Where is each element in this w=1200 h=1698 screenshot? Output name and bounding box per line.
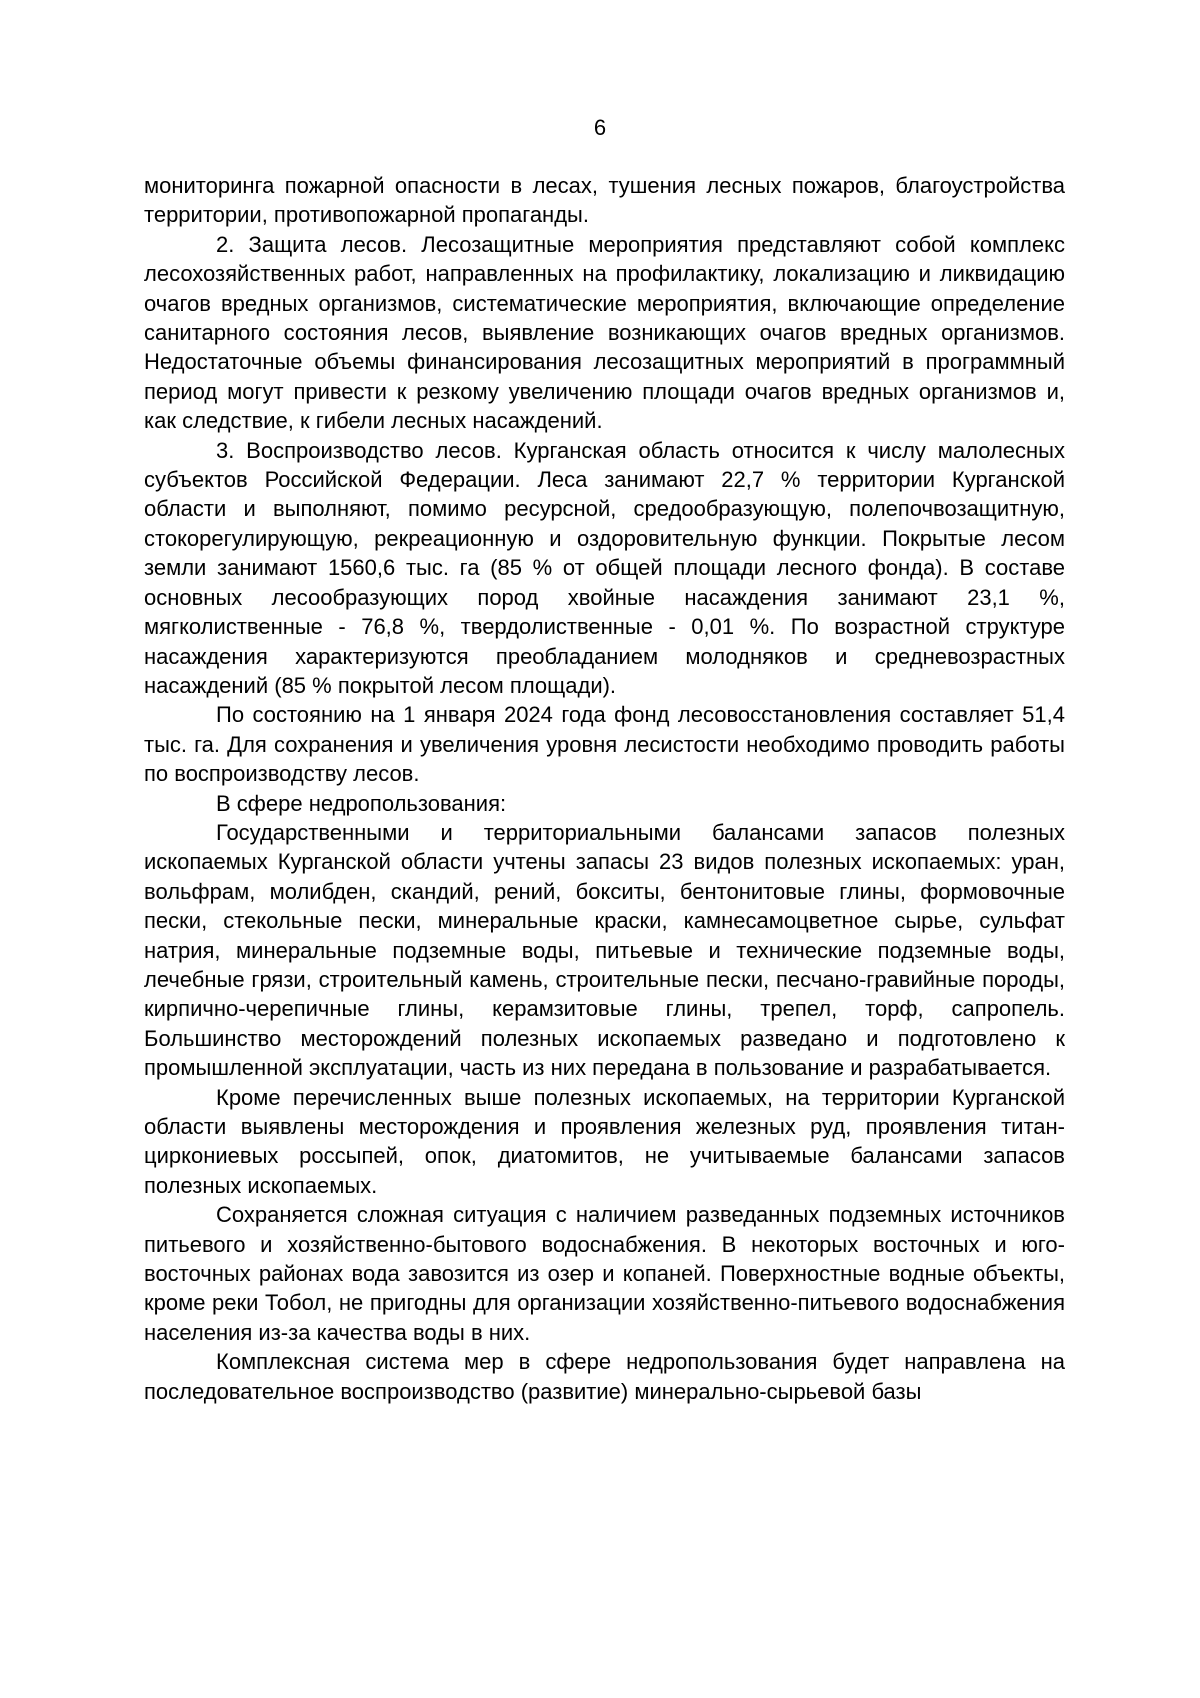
paragraph-reforestation-fund: По состоянию на 1 января 2024 года фонд лесовосстановления составляет 51,4 тыс. га. Для сохранения и увеличения уровня лесистости необходимо проводить работы по воспроизводству лесов. — [144, 702, 1065, 787]
paragraph-other-deposits: Кроме перечисленных выше полезных ископаемых, на территории Курганской области выявлены месторождения и проявления железных руд, проявления титан-циркониевых россыпей, опок, диатомитов, не учитываемые балансами запасов полезных ископаемых. — [144, 1084, 1065, 1198]
page-number: 6 — [593, 115, 607, 140]
paragraph-subsoil-use-heading: В сфере недропользования: — [216, 790, 507, 816]
paragraph-forest-protection: 2. Защита лесов. Лесозащитные мероприятия представляют собой комплекс лесохозяйственных работ, направленных на профилактику, локализацию и ликвидацию очагов вредных организмов, систематические мероприятия, включающие определение санитарного состояния лесов, выявление возникающих очагов вредных организмов. Недостаточные объемы финансирования лесозащитных мероприятий в программный период могут привести к резкому увеличению площади очагов вредных организмов и, как следствие, к гибели лесных насаждений. — [144, 231, 1065, 434]
document-body — [144, 171, 1065, 1406]
paragraph-forest-reproduction: 3. Воспроизводство лесов. Курганская область относится к числу малолесных субъектов Российской Федерации. Леса занимают 22,7 % территории Курганской области и выполняют, помимо ресурсной, средообразующую, полепочвозащитную, стокорегулирующую, рекреационную и оздоровительную функции. Покрытые лесом земли занимают 1560,6 тыс. га (85 % от общей площади лесного фонда). В составе основных лесообразующих пород хвойные насаждения занимают 23,1 %, мягколиственные - 76,8 %, твердолиственные - 0,01 %. По возрастной структуре насаждения характеризуются преобладанием молодняков и средневозрастных насаждений (85 % покрытой лесом площади). — [144, 437, 1065, 698]
paragraph-fire-monitoring-continuation: мониторинга пожарной опасности в лесах, тушения лесных пожаров, благоустройства территории, противопожарной пропаганды. — [144, 173, 1065, 228]
paragraph-subsoil-measures: Комплексная система мер в сфере недропользования будет направлена на последовательное воспроизводство (развитие) минерально-сырьевой базы — [144, 1349, 1065, 1404]
paragraph-water-supply: Сохраняется сложная ситуация с наличием разведанных подземных источников питьевого и хозяйственно-бытового водоснабжения. В некоторых восточных и юго-восточных районах вода завозится из озер и копаней. Поверхностные водные объекты, кроме реки Тобол, не пригодны для организации хозяйственно-питьевого водоснабжения населения из-за качества воды в них. — [144, 1202, 1065, 1345]
paragraph-mineral-reserves: Государственными и территориальными балансами запасов полезных ископаемых Курганской области учтены запасы 23 видов полезных ископаемых: уран, вольфрам, молибден, скандий, рений, бокситы, бентонитовые глины, формовочные пески, стекольные пески, минеральные краски, камнесамоцветное сырье, сульфат натрия, минеральные подземные воды, питьевые и технические подземные воды, лечебные грязи, строительный камень, строительные пески, песчано-гравийные породы, кирпично-черепичные глины, керамзитовые глины, трепел, торф, сапропель. Большинство месторождений полезных ископаемых разведано и подготовлено к промышленной эксплуатации, часть из них передана в пользование и разрабатывается. — [144, 819, 1065, 1081]
